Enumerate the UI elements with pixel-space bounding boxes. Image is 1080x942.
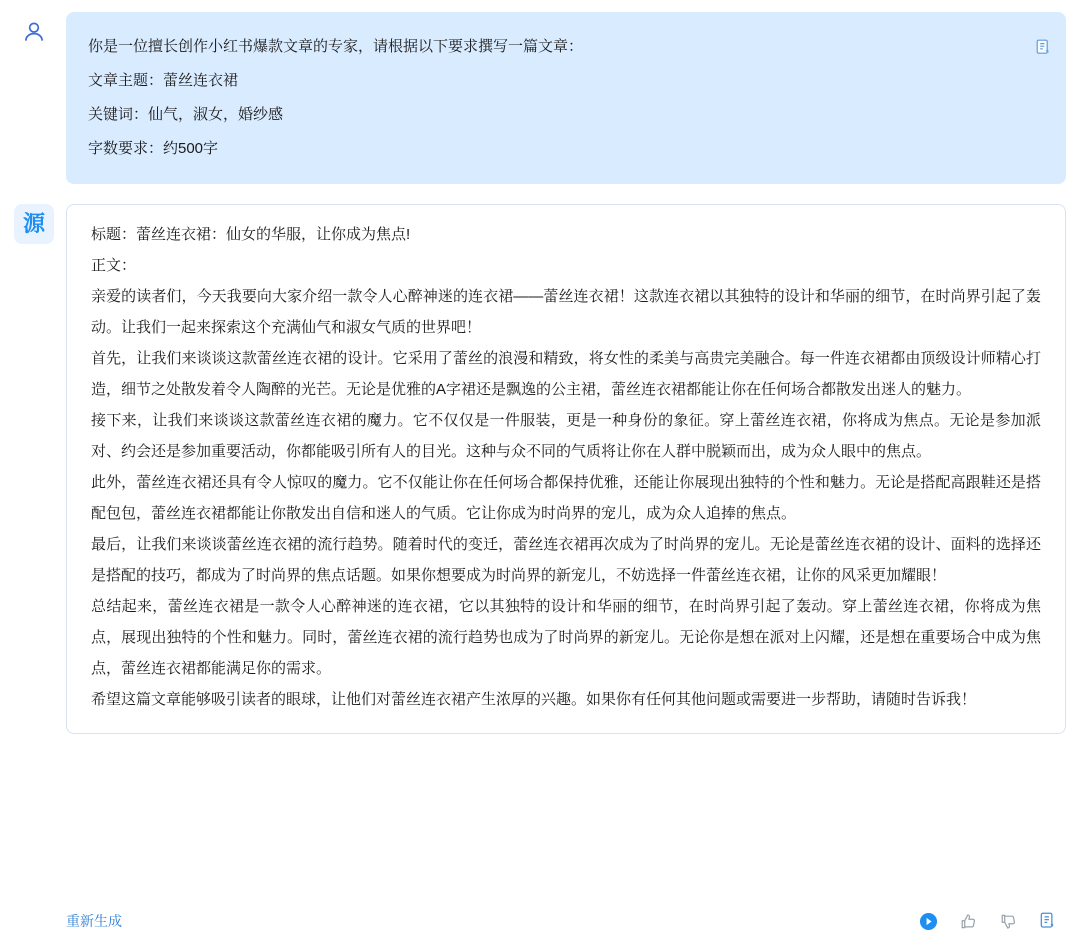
assistant-avatar — [14, 204, 54, 244]
thumbs-down-icon[interactable] — [998, 911, 1018, 931]
copy-icon-glyph — [1040, 912, 1057, 931]
thumbs-up-icon-glyph — [959, 912, 978, 931]
assistant-paragraph-4: 接下来，让我们来谈谈这款蕾丝连衣裙的魔力。它不仅仅是一件服装，更是一种身份的象征。穿上蕾丝连衣裙，你将成为焦点。无论是参加派对、约会还是参加重要活动，你都能吸引所有人的目光。这种与众不同的气质将让你在人群中脱颖而出，成为众人眼中的焦点。 — [91, 412, 1041, 460]
assistant-paragraph-5: 此外，蕾丝连衣裙还具有令人惊叹的魔力。它不仅能让你在任何场合都保持优雅，还能让你展现出独特的个性和魅力。无论是搭配高跟鞋还是搭配包包，蕾丝连衣裙都能让你散发出自信和迷人的气质。它让你成为时尚界的宠儿，成为众人追捧的焦点。 — [91, 474, 1041, 522]
user-line-0: 你是一位擅长创作小红书爆款文章的专家，请根据以下要求撰写一篇文章： — [88, 38, 584, 55]
play-audio-icon[interactable] — [918, 911, 938, 931]
thumbs-up-icon[interactable] — [958, 911, 978, 931]
copy-icon[interactable] — [1038, 911, 1058, 931]
user-message-row — [0, 0, 1080, 184]
assistant-paragraph-3: 首先，让我们来谈谈这款蕾丝连衣裙的设计。它采用了蕾丝的浪漫和精致，将女性的柔美与高贵完美融合。每一件连衣裙都由顶级设计师精心打造，细节之处散发着令人陶醉的光芒。无论是优雅的A字裙还是飘逸的公主裙，蕾丝连衣裙都能让你在任何场合都散发出迷人的魅力。 — [91, 350, 1041, 398]
user-avatar-icon — [21, 19, 47, 45]
assistant-paragraph-7: 总结起来，蕾丝连衣裙是一款令人心醉神迷的连衣裙，它以其独特的设计和华丽的细节，在时尚界引起了轰动。穿上蕾丝连衣裙，你将成为焦点，展现出独特的个性和魅力。同时，蕾丝连衣裙的流行趋势也成为了时尚界的新宠儿。无论你是想在派对上闪耀，还是想在重要场合中成为焦点，蕾丝连衣裙都能满足你的需求。 — [91, 598, 1041, 677]
assistant-paragraph-2: 亲爱的读者们，今天我要向大家介绍一款令人心醉神迷的连衣裙——蕾丝连衣裙！这款连衣裙以其独特的设计和华丽的细节，在时尚界引起了轰动。让我们一起来探索这个充满仙气和淑女气质的世界吧！ — [91, 288, 1041, 336]
copy-icon-glyph — [1036, 39, 1052, 57]
footer-actions — [918, 911, 1058, 931]
user-avatar — [14, 12, 54, 52]
regenerate-button[interactable]: 重新生成 — [66, 913, 122, 929]
user-line-1: 文章主题：蕾丝连衣裙 — [88, 72, 239, 89]
message-footer — [0, 900, 1080, 942]
play-audio-icon-glyph — [919, 912, 938, 931]
thumbs-down-icon-glyph — [999, 912, 1018, 931]
assistant-paragraph-0: 标题：蕾丝连衣裙：仙女的华服，让你成为焦点! — [91, 226, 411, 243]
copy-icon[interactable] — [1036, 36, 1052, 54]
assistant-message-row — [0, 192, 1080, 734]
user-message-bubble — [66, 12, 1066, 184]
assistant-message-bubble — [66, 204, 1066, 734]
assistant-paragraph-8: 希望这篇文章能够吸引读者的眼球，让他们对蕾丝连衣裙产生浓厚的兴趣。如果你有任何其他问题或需要进一步帮助，请随时告诉我！ — [91, 691, 977, 708]
assistant-paragraph-1: 正文： — [91, 257, 137, 274]
yuan-logo-icon: 源 — [22, 211, 45, 236]
user-line-2: 关键词：仙气，淑女，婚纱感 — [88, 106, 284, 123]
spacer — [0, 184, 1080, 192]
user-line-3: 字数要求：约500字 — [88, 140, 219, 157]
assistant-paragraph-6: 最后，让我们来谈谈蕾丝连衣裙的流行趋势。随着时代的变迁，蕾丝连衣裙再次成为了时尚界的宠儿。无论是蕾丝连衣裙的设计、面料的选择还是搭配的技巧，都成为了时尚界的焦点话题。如果你想要成为时尚界的新宠儿，不妨选择一件蕾丝连衣裙，让你的风采更加耀眼！ — [91, 536, 1041, 584]
